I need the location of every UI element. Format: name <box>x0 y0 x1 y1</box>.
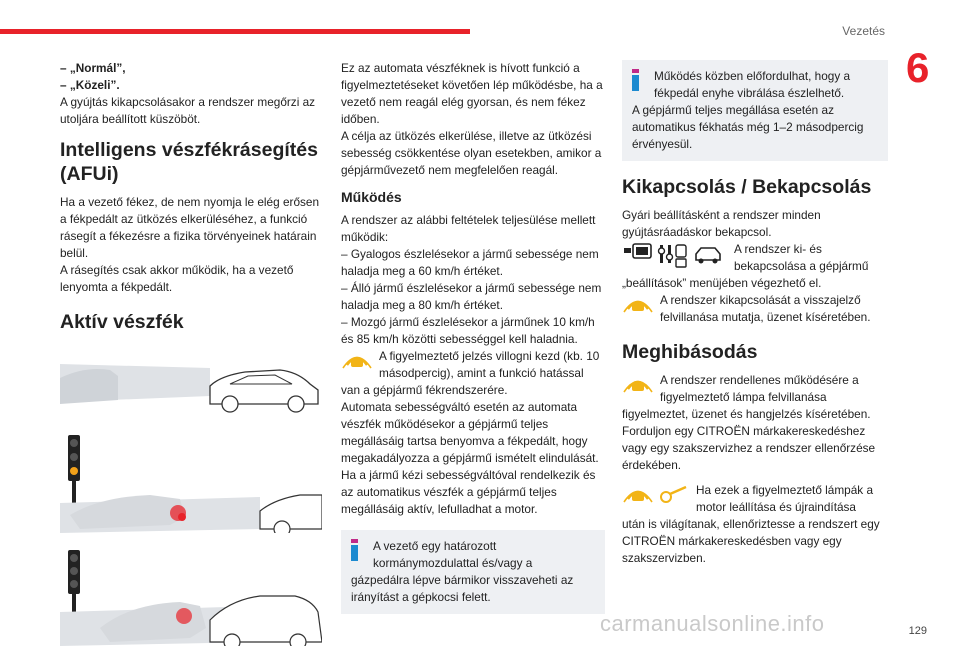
warning-paragraph <box>622 482 888 516</box>
note-text: Működés közben előfordulhat, hogy a fékpedál enyhe vibrálása észlelhető. <box>654 69 851 100</box>
paragraph: A rendszer kikapcsolását a visszajelző felvillanása mutatja, üzenet kíséretében. <box>660 293 871 324</box>
paragraph: van a gépjármű fékrendszerére. <box>341 383 508 397</box>
header-accent-bar <box>0 29 470 34</box>
info-note <box>622 60 888 161</box>
paragraph: A figyelmeztető jelzés villogni kezd (kb. 10 másodpercig), amint a funkció hatással <box>379 349 600 380</box>
paragraph: figyelmeztet, üzenet és hangjelzés kíséretében. Forduljon egy CITROËN márkakereskedéshez vagy egy szakszervizhez a rendszer ellenőrzése érdekében. <box>622 407 876 472</box>
paragraph: A rendszer ki- és bekapcsolása a gépjármű <box>734 242 869 273</box>
info-icon <box>632 69 639 91</box>
chapter-number: 6 <box>906 44 930 91</box>
paragraph: „beállítások” menüjében végezhető el. <box>622 276 822 290</box>
paragraph: Automata sebességváltó esetén az automata vészfék működésekor a gépjármű teljes megállásáig tartsa benyomva a fékpedált, hogy megakadályozza a gépjármű ismételt elindulását. <box>341 400 599 465</box>
paragraph: Ez az automata vészféknek is hívott funkció a figyelmeztetéseket követően lép működésbe, ha a vezető nem reagál elég gyorsan, és nem fékez időben. <box>341 61 603 126</box>
list-item: – Mozgó jármű észlelésekor a járműnek 10 km/h és 85 km/h közötti sebességgel kell haladnia. <box>341 315 595 346</box>
list-item: – „Normál”, <box>60 61 126 75</box>
note-text: A vezető egy határozott kormánymozdulattal és/vagy a <box>373 539 533 570</box>
list-item: – Gyalogos észlelésekor a jármű sebessége nem haladja meg a 60 km/h értéket. <box>341 247 599 278</box>
paragraph: Ha a jármű kézi sebességváltóval rendelkezik és az automatikus vészfék a gépjármű teljes megállásáig aktív, lefulladhat a motor. <box>341 468 596 516</box>
paragraph: Ha ezek a figyelmeztető lámpák a motor leállítása és újraindítása <box>696 483 874 514</box>
heading-operation: Működés <box>341 189 402 205</box>
vehicle-settings-icon <box>659 245 687 267</box>
paragraph: A rendszer az alábbi feltételek teljesülése mellett működik: <box>341 213 596 244</box>
section-title: Vezetés <box>842 24 885 38</box>
settings-paragraph <box>622 241 888 275</box>
paragraph: A célja az ütközés elkerülése, illetve az ütközési sebesség csökkentése olyan esetekben, amikor a gépjárművezető nem megfelelően reagál. <box>341 129 602 177</box>
touchscreen-icon <box>622 242 728 268</box>
column-2 <box>341 60 605 614</box>
list-item: – Álló jármű észlelésekor a jármű sebessége nem haladja meg a 80 km/h értéket. <box>341 281 602 312</box>
illustration-car-approach <box>60 346 322 418</box>
note-text: A gépjármű teljes megállása esetén az automatikus fékhatás még 1–2 másodpercig érvényesül. <box>632 103 864 151</box>
heading-fault: Meghibásodás <box>622 341 758 363</box>
paragraph: A rásegítés csak akkor működik, ha a vezető lenyomta a fékpedált. <box>60 263 294 294</box>
warning-car-icon <box>341 349 373 371</box>
info-note <box>341 530 605 614</box>
warning-car-icon <box>622 293 654 315</box>
note-text: gázpedálra lépve bármikor visszaveheti az irányítást a gépkocsi felett. <box>351 573 574 604</box>
illustration-braking-car-pair <box>60 548 322 646</box>
warning-car-icon <box>622 373 654 395</box>
car-icon <box>696 248 720 264</box>
column-1 <box>60 60 322 651</box>
heading-active-braking: Aktív vészfék <box>60 311 184 333</box>
paragraph: Gyári beállításként a rendszer minden gyújtásráadáskor bekapcsol. <box>622 208 821 239</box>
paragraph: Ha a vezető fékez, de nem nyomja le elég erősen a fékpedált az ütközés elkerüléséhez, a funkció rásegít a fékezésre a fizika törvényeinek határain belül. <box>60 195 320 260</box>
heading-on-off: Kikapcsolás / Bekapcsolás <box>622 176 872 198</box>
warning-paragraph <box>622 372 888 406</box>
illustration-braking-traffic-light <box>60 433 322 533</box>
warning-paragraph <box>341 348 605 382</box>
warning-paragraph <box>622 292 888 326</box>
heading-afui: Intelligens vészfékrásegítés (AFUi) <box>60 139 318 185</box>
column-3 <box>622 60 888 567</box>
page-number: 129 <box>908 625 927 637</box>
info-icon <box>351 539 358 561</box>
watermark: carmanualsonline.info <box>600 611 825 636</box>
paragraph: A gyújtás kikapcsolásakor a rendszer megőrzi az utoljára beállított küszöböt. <box>60 95 316 126</box>
list-item: – „Közeli”. <box>60 78 120 92</box>
paragraph: után is világítanak, ellenőriztesse a rendszert egy CITROËN márkakereskedésben vagy egy szakszervizben. <box>622 517 880 565</box>
wrench-icon <box>622 483 690 505</box>
paragraph: A rendszer rendellenes működésére a figyelmeztető lámpa felvillanása <box>660 373 859 404</box>
